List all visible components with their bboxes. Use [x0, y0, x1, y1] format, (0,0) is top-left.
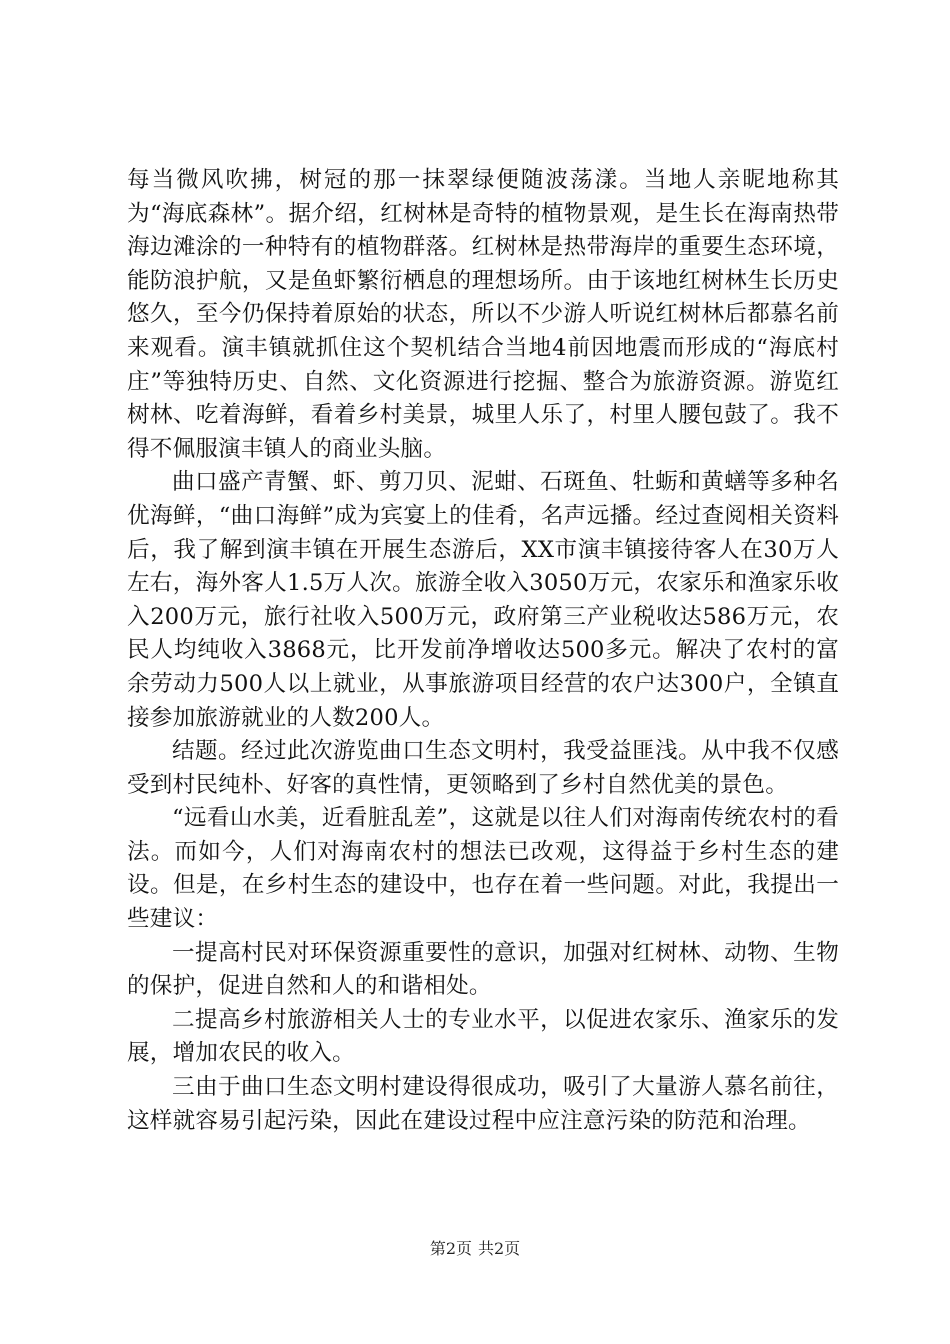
page-total: 共2页: [478, 1239, 521, 1258]
document-body: [127, 164, 839, 1138]
paragraph-conclusion: 结题。经过此次游览曲口生态文明村，我受益匪浅。从中我不仅感受到村民纯朴、好客的真性情，更领略到了乡村自然优美的景色。: [127, 738, 839, 798]
paragraph-seafood-tourism-stats: 曲口盛产青蟹、虾、剪刀贝、泥蚶、石斑鱼、牡蛎和黄蟮等多种名优海鲜，“曲口海鲜”成为宾宴上的佳肴，名声远播。经过查阅相关资料后，我了解到演丰镇在开展生态游后，XX市演丰镇接待客人在30万人左右，海外客人1.5万人次。旅游全收入3050万元，农家乐和渔家乐收入200万元，旅行社收入500万元，政府第三产业税收达586万元，农民人均纯收入3868元，比开发前净增收达500多元。解决了农村的富余劳动力500人以上就业，从事旅游项目经营的农户达300户，全镇直接参加旅游就业的人数200人。: [127, 469, 839, 731]
paragraph-rural-view: “远看山水美，近看脏乱差”，这就是以往人们对海南传统农村的看法。而如今，人们对海南农村的想法已改观，这得益于乡村生态的建设。但是，在乡村生态的建设中，也存在着一些问题。对此，我提出一些建议：: [127, 805, 839, 933]
paragraph-suggestion-2: 二提高乡村旅游相关人士的专业水平，以促进农家乐、渔家乐的发展，增加农民的收入。: [127, 1006, 839, 1067]
page-footer: [0, 1238, 950, 1260]
paragraph-suggestion-3: 三由于曲口生态文明村建设得很成功，吸引了大量游人慕名前往，这样就容易引起污染，因此在建设过程中应注意污染的防范和治理。: [127, 1074, 839, 1134]
paragraph-mangrove-intro: 每当微风吹拂，树冠的那一抹翠绿便随波荡漾。当地人亲昵地称其为“海底森林”。据介绍，红树林是奇特的植物景观，是生长在海南热带海边滩涂的一种特有的植物群落。红树林是热带海岸的重要生态环境，能防浪护航，又是鱼虾繁衍栖息的理想场所。由于该地红树林生长历史悠久，至今仍保持着原始的状态，所以不少游人听说红树林后都慕名前来观看。演丰镇就抓住这个契机结合当地4前因地震而形成的“海底村庄”等独特历史、自然、文化资源进行挖掘、整合为旅游资源。游览红树林、吃着海鲜，看着乡村美景，城里人乐了，村里人腰包鼓了。我不得不佩服演丰镇人的商业头脑。: [127, 167, 840, 462]
paragraph-suggestion-1: 一提高村民对环保资源重要性的意识，加强对红树林、动物、生物的保护，促进自然和人的和谐相处。: [127, 939, 839, 1000]
page-number: 第2页: [429, 1239, 472, 1258]
